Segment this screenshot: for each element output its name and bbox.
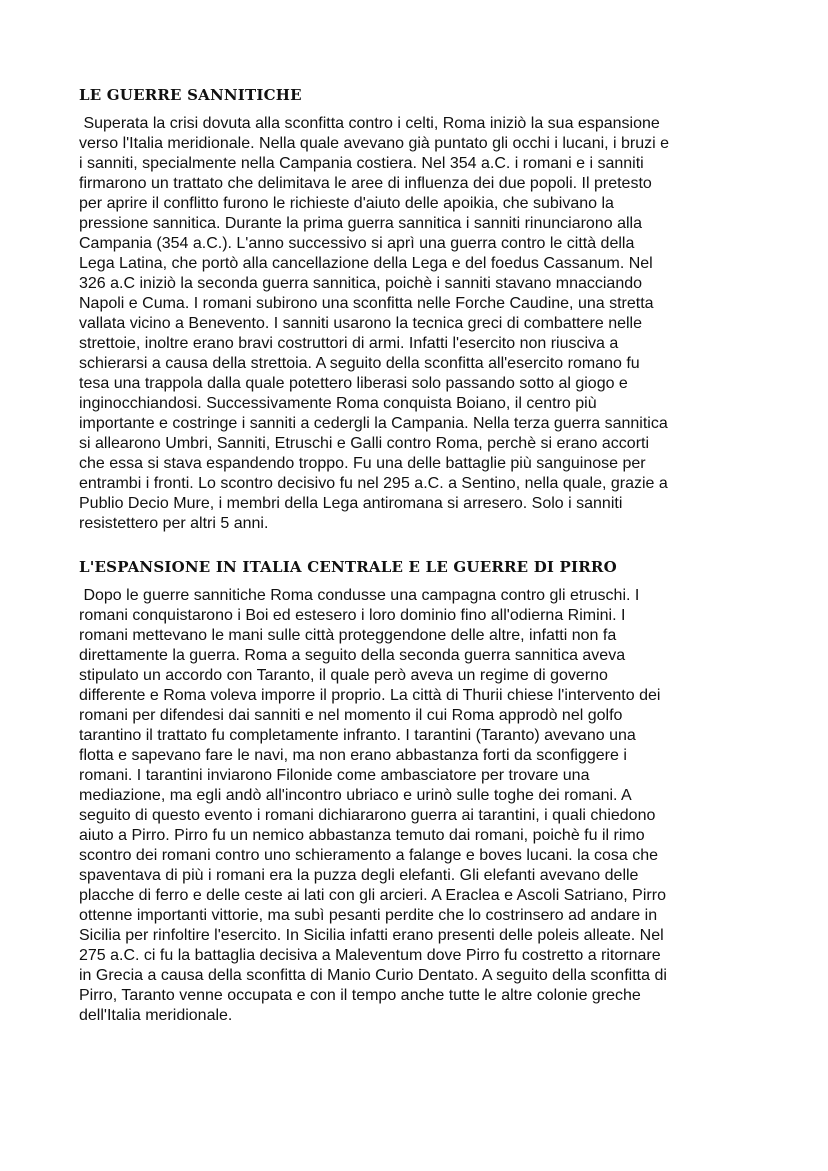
section-body: Superata la crisi dovuta alla sconfitta contro i celti, Roma iniziò la sua espansione verso l'Italia meridionale. Nella quale avevano già puntato gli occhi i lucani, i bruzi e i sanniti, specialmente nella Campania costiera. Nel 354 a.C. i romani e i sanniti firmarono un trattato che delimitava le aree di influenza dei due popoli. Il pretesto per aprire il conflitto furono le richieste d'aiuto delle apoikia, che subivano la pressione sannitica. Durante la prima guerra sannitica i sanniti rinunciarono alla Campania (354 a.C.). L'anno successivo si aprì una guerra contro le città della Lega Latina, che portò alla cancellazione della Lega e del foedus Cassanum. Nel 326 a.C iniziò la seconda guerra sannitica, poichè i sanniti stavano mnacciando Napoli e Cuma. I romani subirono una sconfitta nelle Forche Caudine, una stretta vallata vicino a Benevento. I sanniti usarono la tecnica greci di combattere nelle strettoie, inoltre erano bravi costruttori di armi. Infatti l'esercito non riusciva a schierarsi a causa della strettoia. A seguito della sconfitta all'esercito romano fu tesa una trappola dalla quale potettero liberasi solo passando sotto al giogo e inginocchiandosi. Successivamente Roma conquista Boiano, il centro più importante e costringe i sanniti a cedergli la Campania. Nella terza guerra sannitica si allearono Umbri, Sanniti, Etruschi e Galli contro Roma, perchè si erano accorti che essa si stava espandendo troppo. Fu una delle battaglie più sanguinose per entrambi i fronti. Lo scontro decisivo fu nel 295 a.C. a Sentino, nella quale, grazie a Publio Decio Mure, i membri della Lega antiromana si arresero. Solo i sanniti resistettero per altri 5 anni. bbox=[79, 115, 670, 532]
section-espansione-pirro bbox=[79, 556, 779, 1026]
section-body: Dopo le guerre sannitiche Roma condusse una campagna contro gli etruschi. I romani conquistarono i Boi ed estesero i loro dominio fino all'odierna Rimini. I romani mettevano le mani sulle città proteggendone delle altre, infatti non fa direttamente la guerra. Roma a seguito della seconda guerra sannitica aveva stipulato un accordo con Taranto, il quale però aveva un regime di governo differente e Roma voleva imporre il proprio. La città di Thurii chiese l'intervento dei romani per difendesi dai sanniti e nel momento il cui Roma approdò nel golfo tarantino il trattato fu completamente infranto. I tarantini (Taranto) avevano una flotta e sapevano fare le navi, ma non erano abbastanza forti da sconfiggere i romani. I tarantini inviarono Filonide come ambasciatore per trovare una mediazione, ma egli andò all'incontro ubriaco e urinò sulle toghe dei romani. A seguito di questo evento i romani dichiararono guerra ai tarantini, i quali chiedono aiuto a Pirro. Pirro fu un nemico abbastanza temuto dai romani, poichè fu il rimo scontro dei romani contro uno schieramento a falange e boves lucani. la cosa che spaventava di più i romani era la puzza degli elefanti. Gli elefanti avevano delle placche di ferro e delle ceste ai lati con gli arcieri. A Eraclea e Ascoli Satriano, Pirro ottenne importanti vittorie, ma subì pesanti perdite che lo costrinsero ad andare in Sicilia per rinfoltire l'esercito. In Sicilia infatti erano presenti delle poleis alleate. Nel 275 a.C. ci fu la battaglia decisiva a Maleventum dove Pirro fu costretto a ritornare in Grecia a causa della sconfitta di Manio Curio Dentato. A seguito della sconfitta di Pirro, Taranto venne occupata e con il tempo anche tutte le altre colonie greche dell'Italia meridionale. bbox=[79, 587, 667, 1024]
section-guerre-sannitiche bbox=[79, 84, 779, 534]
section-title: L'ESPANSIONE IN ITALIA CENTRALE E LE GUERRE DI PIRRO bbox=[79, 558, 617, 576]
section-title: LE GUERRE SANNITICHE bbox=[79, 86, 302, 104]
document-page bbox=[79, 84, 779, 1026]
